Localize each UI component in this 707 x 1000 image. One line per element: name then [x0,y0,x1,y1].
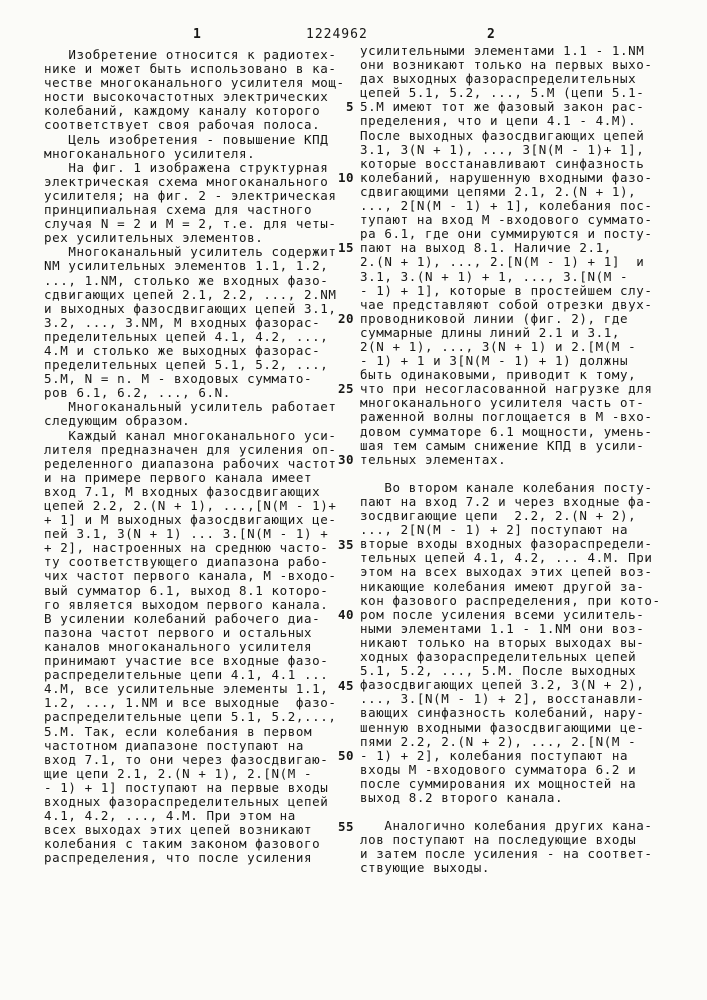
text-line: распределения, что после усиления [44,850,313,866]
text-line: - 1) + 1 и 3[N(М - 1) + 1) должны [360,353,629,369]
text-line: 5.М имеют тот же фазовый закон рас- [360,99,645,115]
text-line: После выходных фазосдвигающих цепей [360,127,645,143]
text-line: честве многоканального усилителя мощ- [44,75,345,91]
text-line: - 1) + 2], колебания поступают на [360,747,629,763]
text-line: пями 2.2, 2.(N + 2), ..., 2.[N(М - [360,733,637,749]
text-line: 3.2, ..., 3.NМ, М входных фазорас- [44,314,321,330]
text-line: чае представляют собой отрезки двух- [360,296,653,312]
text-line: раженной волны поглощается в М -вхо- [360,409,653,425]
text-line: нике и может быть использовано в ка- [44,61,337,77]
text-line: 5.М, N = n. М - входовых суммато- [44,371,313,387]
text-line: ..., 2[N(М - 1) + 1], колебания пос- [360,198,653,214]
text-line: пределительных цепей 5.1, 5.2, ..., [44,357,329,373]
text-line: ..., 3.[N(М - 1) + 2], восстанавли- [360,691,645,707]
gutter-line-number: 10 [337,169,354,185]
gutter-line-number: 30 [337,451,354,467]
text-line: ..., 1.NМ, столько же входных фазо- [44,272,329,288]
text-line: вход 7.1, то они через фазосдвигаю- [44,751,329,767]
text-line: На фиг. 1 изображена структурная [44,159,329,175]
text-line: лителя предназначен для усиления оп- [44,441,337,457]
text-line: В усилении колебаний рабочего диа- [44,610,321,626]
text-line: ходных фазораспределительных цепей [360,649,637,665]
text-line: зосдвигающие цепи 2.2, 2.(N + 2), [360,508,637,524]
text-line: кон фазового распределения, при кото- [360,592,661,608]
text-line: принимают участие все входные фазо- [44,653,329,669]
gutter-line-number: 35 [337,536,354,552]
text-line: щие цепи 2.1, 2.(N + 1), 2.[N(М - [44,765,313,781]
text-line: пределения, что и цепи 4.1 - 4.М). [360,113,637,129]
text-line: распределительные цепи 5.1, 5.2,..., [44,709,337,725]
text-line: вающих синфазность колебаний, нару- [360,705,645,721]
text-line: 5.1, 5.2, ..., 5.М. После выходных [360,663,637,679]
text-line: которые восстанавливают синфазность [360,155,645,171]
text-line: быть одинаковыми, приводит к тому, [360,367,637,383]
right-column-number: 2 [487,27,496,42]
text-line: ров 6.1, 6.2, ..., 6.N. [44,385,231,401]
text-line: суммарные длины линий 2.1 и 3.1, [360,324,621,340]
text-line: сдвигающих цепей 2.1, 2.2, ..., 2.NМ [44,286,337,302]
text-line: ром после усиления всеми усилитель- [360,606,645,622]
text-line: вторые входы входных фазораспредели- [360,536,653,552]
text-line: входных фазораспределительных цепей [44,793,329,809]
text-line: вый сумматор 6.1, выход 8.1 которо- [44,582,329,598]
text-line: пей 3.1, 3(N + 1) ... 3.[N(М - 1) + [44,526,329,542]
text-line: ными элементами 1.1 - 1.NМ они воз- [360,620,645,636]
text-line: довом сумматоре 6.1 мощности, умень- [360,423,653,439]
text-line: Изобретение относится к радиотех- [44,47,337,62]
text-line: ности высокочастотных электрических [44,89,329,105]
text-line: тельных элементах. [360,451,507,467]
text-line: колебаний, нарушенную входными фазо- [360,169,653,185]
text-line: и выходных фазосдвигающих цепей 3.1, [44,300,337,316]
text-line: и на примере первого канала имеет [44,469,313,485]
text-line: ..., 2[N(М - 1) + 2] поступают на [360,522,629,538]
text-line: электрическая схема многоканального [44,173,329,189]
text-line: цепей 5.1, 5.2, ..., 5.М (цепи 5.1- [360,85,645,101]
gutter-line-number: 20 [337,310,354,326]
text-line: ра 6.1, где они суммируются и посту- [360,226,653,242]
text-line: частотном диапазоне поступают на [44,737,305,753]
gutter-line-number: 55 [337,818,354,834]
text-line: случая N = 2 и М = 2, т.е. для четы- [44,216,337,232]
text-line: соответствует своя рабочая полоса. [44,117,321,133]
text-line: 3.1, 3(N + 1), ..., 3[N(М - 1)+ 1], [360,141,645,157]
text-line: 4.М, все усилительные элементы 1.1, [44,681,329,697]
text-line: Каждый канал многоканального уси- [44,427,337,443]
text-line: Аналогично колебания других кана- [360,818,653,834]
text-line: колебаний, каждому каналу которого [44,103,321,119]
text-line: дах выходных фазораспределительных [360,71,637,87]
text-line: что при несогласованной нагрузке для [360,381,653,397]
text-line: 3.1, 3.(N + 1) + 1, ..., 3.[N(М - [360,268,629,284]
text-line: усилительными элементами 1.1 - 1.NМ [360,43,645,58]
text-line: колебания с таким законом фазового [44,836,321,852]
text-line: чих частот первого канала, М -входо- [44,568,337,584]
text-line: 2(N + 1), ..., 3(N + 1) и 2.[М(М - [360,338,637,354]
text-line: 4.1, 4.2, ..., 4.М. При этом на [44,808,296,824]
text-line: пают на вход 7.2 и через входные фа- [360,494,653,509]
text-line: пазона частот первого и остальных [44,624,313,640]
text-line: пают на выход 8.1. Наличие 2.1, [360,240,612,256]
text-line: принципиальная схема для частного [44,202,313,218]
text-line: лов поступают на последующие входы [360,832,637,848]
text-line: никают только на вторых выходах вы- [360,634,645,650]
text-line: фазосдвигающих цепей 3.2, 3(N + 2), [360,677,645,693]
text-line: Во втором канале колебания посту- [360,479,653,495]
text-line: распределительные цепи 4.1, 4.1 ... [44,667,329,683]
text-line: шая тем самым снижение КПД в усили- [360,437,645,453]
text-line: усилителя; на фиг. 2 - электрическая [44,187,337,203]
left-column-number: 1 [193,27,202,42]
text-line: 1.2, ..., 1.NМ и все выходные фазо- [44,695,337,711]
text-line: + 2], настроенных на среднюю часто- [44,540,329,556]
text-line: после суммирования их мощностей на [360,775,637,791]
gutter-line-number: 5 [345,99,354,115]
text-line: ствующие выходы. [360,860,491,876]
left-text-column [44,48,368,865]
text-line: многоканального усилителя. [44,145,256,161]
text-line: + 1] и М выходных фазосдвигающих це- [44,512,337,528]
gutter-line-number: 40 [337,607,354,622]
text-line: - 1) + 1] поступают на первые входы [44,779,329,795]
gutter-line-number: 50 [337,748,354,763]
text-line: сдвигающими цепями 2.1, 2.(N + 1), [360,183,637,199]
patent-number: 1224962 [306,27,368,42]
text-line: 5.М. Так, если колебания в первом [44,723,313,739]
text-line: никающие колебания имеют другой за- [360,578,645,594]
text-line: этом на всех выходах этих цепей воз- [360,564,653,580]
text-line: выход 8.2 второго канала. [360,789,564,805]
text-line: всех выходах этих цепей возникают [44,822,313,838]
text-line: NМ усилительных элементов 1.1, 1.2, [44,258,329,274]
text-line: пределительных цепей 4.1, 4.2, ..., [44,328,329,344]
right-text-column [360,44,696,876]
text-line: они возникают только на первых выхо- [360,57,653,73]
text-line: проводниковой линии (фиг. 2), где [360,310,629,326]
text-line: шенную входными фазосдвигающими це- [360,719,645,735]
text-line: 2.(N + 1), ..., 2.[N(М - 1) + 1] и [360,254,645,270]
text-line [360,467,696,481]
text-line: входы М -входового сумматора 6.2 и [360,761,637,777]
text-line: ределенного диапазона рабочих частот [44,455,337,471]
text-line: каналов многоканального усилителя [44,638,313,654]
text-line: тельных цепей 4.1, 4.2, ... 4.М. При [360,550,653,566]
text-line: цепей 2.2, 2.(N + 1), ...,[N(М - 1)+ [44,498,337,513]
gutter-line-number: 45 [337,677,354,693]
text-line [360,805,696,819]
text-line: - 1) + 1], которые в простейшем слу- [360,282,653,298]
gutter-line-number: 25 [337,381,354,397]
text-line: 4.М и столько же выходных фазорас- [44,342,321,358]
text-line: Многоканальный усилитель работает [44,399,337,415]
text-line: Многоканальный усилитель содержит [44,244,337,260]
text-line: многоканального усилителя часть от- [360,395,645,411]
text-line: следующим образом. [44,413,191,429]
gutter-line-number: 15 [337,240,354,256]
text-line: и затем после усиления - на соответ- [360,846,653,862]
text-line: тупают на вход М -входового суммато- [360,212,653,228]
text-line: ту соответствующего диапазона рабо- [44,554,329,570]
text-line: рех усилительных элементов. [44,230,264,246]
text-line: вход 7.1, М входных фазосдвигающих [44,483,321,499]
text-line: Цель изобретения - повышение КПД [44,131,329,147]
text-line: го является выходом первого канала. [44,596,329,612]
